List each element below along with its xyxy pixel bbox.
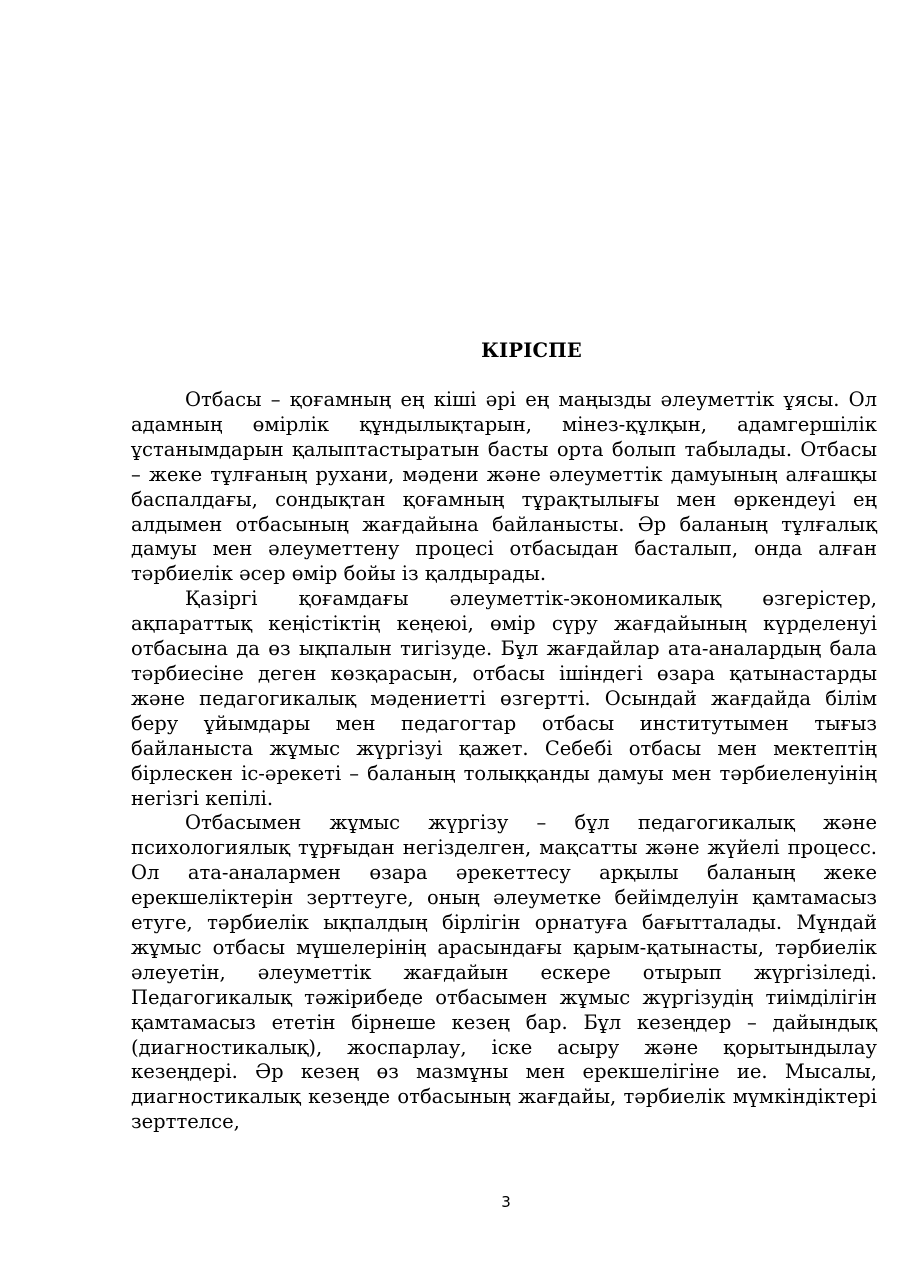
page-number: 3 — [501, 1193, 511, 1211]
paragraph-3: Отбасымен жұмыс жүргізу – бұл педагогикалық және психологиялық тұрғыдан негізделген, мақсатты және жүйелі процесс. Ол ата-аналармен өзара әрекеттесу арқылы баланың жеке ерекшеліктерін зерттеуге, оның әлеуметке бейімделуін қамтамасыз етуге, тәрбиелік ықпалдың бірлігін орнатуға бағытталады. Мұндай жұмыс отбасы мүшелерінің арасындағы қарым-қатынасты, тәрбиелік әлеуетін, әлеуметтік жағдайын ескере отырып жүргізіледі. Педагогикалық тәжірибеде отбасымен жұмыс жүргізудің тиімділігін қамтамасыз ететін бірнеше кезең бар. Бұл кезеңдер – дайындық (диагностикалық), жоспарлау, іске асыру және қорытындылау кезеңдері. Әр кезең өз мазмұны мен ерекшелігіне ие. Мысалы, диагностикалық кезеңде отбасының жағдайы, тәрбиелік мүмкіндіктері зерттелсе, — [131, 811, 877, 1134]
paragraph-2: Қазіргі қоғамдағы әлеуметтік-экономикалық өзгерістер, ақпараттық кеңістіктің кеңеюі, өмір сүру жағдайының күрделенуі отбасына да өз ықпалын тигізуде. Бұл жағдайлар ата-аналардың бала тәрбиесіне деген көзқарасын, отбасы ішіндегі өзара қатынастарды және педагогикалық мәдениетті өзгертті. Осындай жағдайда білім беру ұйымдары мен педагогтар отбасы институтымен тығыз байланыста жұмыс жүргізуі қажет. Себебі отбасы мен мектептің бірлескен іс-әрекеті – баланың толыққанды дамуы мен тәрбиеленуінің негізгі кепілі. — [131, 587, 877, 810]
paragraph-1: Отбасы – қоғамның ең кіші әрі ең маңызды әлеуметтік ұясы. Ол адамның өмірлік құндылықтарын, мінез-құлқын, адамгершілік ұстанымдарын қалыптастыратын басты орта болып табылады. Отбасы – жеке тұлғаның рухани, мәдени және әлеуметтік дамуының алғашқы баспалдағы, сондықтан қоғамның тұрақтылығы мен өркендеуі ең алдымен отбасының жағдайына байланысты. Әр баланың тұлғалық дамуы мен әлеуметтену процесі отбасыдан басталып, онда алған тәрбиелік әсер өмір бойы із қалдырады. — [131, 388, 877, 586]
section-title: КІРІСПЕ — [481, 339, 582, 362]
page-content — [131, 336, 877, 1135]
